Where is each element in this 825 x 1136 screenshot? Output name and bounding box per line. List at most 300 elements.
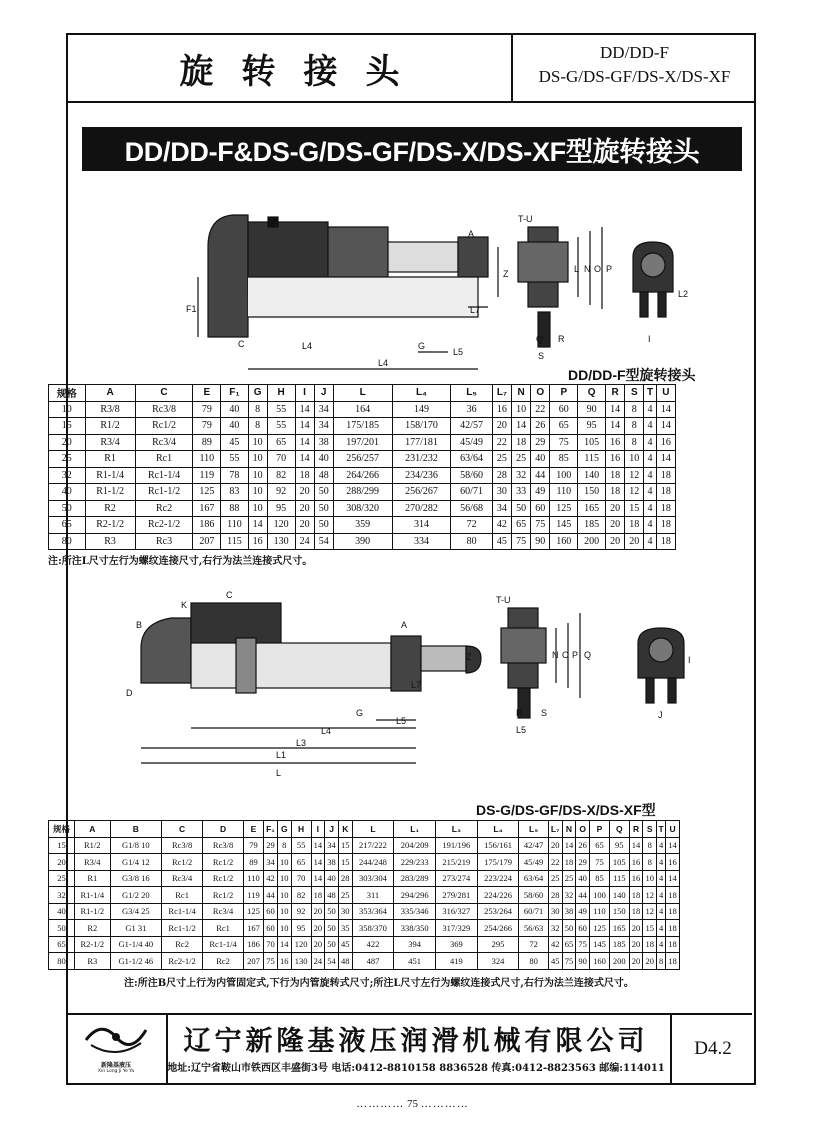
dd-table-cell: 20 <box>606 517 625 534</box>
dd-table-body <box>49 401 676 550</box>
ds-table-cell: 100 <box>590 887 610 904</box>
ds-table-cell: 48 <box>325 887 339 904</box>
dd-table-cell: 177/181 <box>392 434 451 451</box>
dd-table-cell: 60/71 <box>451 484 492 501</box>
dd-table-cell: 42 <box>492 517 511 534</box>
ds-dim-label-l5b: L5 <box>516 725 527 735</box>
dd-table-cell: 16 <box>606 451 625 468</box>
dd-table-cell: 40 <box>221 401 248 418</box>
ds-table-cell: 4 <box>657 854 666 871</box>
dd-table-cell: 18 <box>606 467 625 484</box>
ds-table-cell: Rc3/4 <box>162 870 203 887</box>
ds-table-header-cell: D <box>203 821 244 838</box>
dd-table-header-cell: O <box>531 385 550 402</box>
ds-table-cell: 217/222 <box>352 837 394 854</box>
dd-table-cell: 40 <box>221 418 248 435</box>
dd-table-header-cell: I <box>295 385 314 402</box>
dd-table-cell: 92 <box>267 484 295 501</box>
ds-table-cell: 253/264 <box>477 903 519 920</box>
ds-table-cell: 273/274 <box>435 870 477 887</box>
dim-label-o: N <box>584 264 591 274</box>
dd-table-cell: 207 <box>193 533 221 550</box>
ds-table-cell: 70 <box>263 936 277 953</box>
ds-table-cell: 4 <box>657 903 666 920</box>
dd-table-header-cell: P <box>550 385 578 402</box>
dd-table-header-row <box>49 385 676 402</box>
ds-table-cell: 20 <box>49 854 75 871</box>
ds-table-cell: 25 <box>562 870 576 887</box>
dd-table-cell: 40 <box>49 484 86 501</box>
ds-table-cell: 50 <box>49 920 75 937</box>
dd-table-cell: Rc3/8 <box>135 401 193 418</box>
ds-table-cell: Rc2 <box>162 936 203 953</box>
dd-table-cell: 36 <box>451 401 492 418</box>
ds-table-cell: G1/8 10 <box>110 837 162 854</box>
ds-table-cell: 30 <box>548 903 562 920</box>
dd-table-cell: 75 <box>550 434 578 451</box>
ds-table-row <box>49 837 680 854</box>
dd-table-cell: 125 <box>550 500 578 517</box>
ds-table-cell: 14 <box>311 854 325 871</box>
ds-table-cell: 22 <box>548 854 562 871</box>
ds-table-cell: 63/64 <box>519 870 548 887</box>
dd-table-cell: 18 <box>656 517 675 534</box>
dd-spec-table <box>48 384 676 550</box>
ds-table-header-cell: A <box>75 821 111 838</box>
ds-table-cell: 145 <box>590 936 610 953</box>
dd-table-cell: 164 <box>333 401 392 418</box>
dd-table-header-cell: H <box>267 385 295 402</box>
dim-label-l2: S <box>538 351 545 361</box>
dim-label-l7: L7 <box>470 305 481 315</box>
dim-label-a: A <box>468 229 475 239</box>
ds-table-header-cell: U <box>666 821 680 838</box>
dd-table-cell: 115 <box>578 451 606 468</box>
ds-table-cell: 60 <box>576 920 590 937</box>
dd-table-header-cell: N <box>512 385 531 402</box>
ds-dim-label-r: R <box>516 708 523 718</box>
ds-table-header-cell: S <box>643 821 657 838</box>
ds-table-row <box>49 936 680 953</box>
dd-table-cell: Rc2-1/2 <box>135 517 193 534</box>
dd-joint-drawing <box>178 187 738 372</box>
dd-table-cell: 54 <box>314 533 333 550</box>
dim-label-tu: T-U <box>518 214 533 224</box>
ds-joint-drawing <box>116 588 726 788</box>
ds-table-cell: 18 <box>629 903 643 920</box>
ds-table-cell: Rc1/2 <box>162 854 203 871</box>
ds-table-cell: 49 <box>576 903 590 920</box>
dd-table-cell: 8 <box>625 401 644 418</box>
dd-table-cell: Rc1-1/4 <box>135 467 193 484</box>
dd-table-cell: 24 <box>295 533 314 550</box>
ds-dim-label-j: J <box>658 710 663 720</box>
dd-table-cell: Rc1-1/2 <box>135 484 193 501</box>
dd-table-cell: 14 <box>295 401 314 418</box>
ds-dim-label-g: G <box>356 708 364 718</box>
ds-table-cell: Rc3/8 <box>162 837 203 854</box>
ds-table-row <box>49 903 680 920</box>
dd-table-row <box>49 467 676 484</box>
ds-table-header-cell: G <box>277 821 291 838</box>
ds-table-cell: 16 <box>629 854 643 871</box>
dd-table-cell: 12 <box>625 467 644 484</box>
ds-table-cell: G1-1/4 40 <box>110 936 162 953</box>
dd-table-cell: 70 <box>267 451 295 468</box>
ds-table-cell: 120 <box>291 936 311 953</box>
dd-table-cell: 18 <box>656 484 675 501</box>
ds-table-cell: 75 <box>590 854 610 871</box>
dd-table-header-cell: L₇ <box>492 385 511 402</box>
ds-table-cell: 25 <box>548 870 562 887</box>
ds-table-row <box>49 953 680 970</box>
ds-table-cell: 18 <box>666 887 680 904</box>
dd-table-cell: 4 <box>644 451 656 468</box>
ds-table-cell: 165 <box>609 920 629 937</box>
ds-table-cell: 14 <box>666 837 680 854</box>
ds-table-cell: 10 <box>277 887 291 904</box>
ds-table-cell: 65 <box>590 837 610 854</box>
ds-table-cell: 200 <box>609 953 629 970</box>
dd-table-cell: 65 <box>550 418 578 435</box>
dd-table-header-cell: R <box>606 385 625 402</box>
dd-table-cell: 264/266 <box>333 467 392 484</box>
dd-table-cell: 10 <box>248 484 267 501</box>
ds-table-cell: 125 <box>244 903 264 920</box>
dd-table-cell: 34 <box>492 500 511 517</box>
dd-table-cell: 10 <box>248 451 267 468</box>
ds-table-cell: 110 <box>590 903 610 920</box>
ds-table-cell: R3/4 <box>75 854 111 871</box>
dd-table-cell: 12 <box>625 484 644 501</box>
ds-table-cell: 294/296 <box>394 887 436 904</box>
ds-dim-label-p: P <box>572 650 579 660</box>
ds-table-cell: 20 <box>643 953 657 970</box>
ds-table-cell: R1/2 <box>75 837 111 854</box>
ds-table-cell: 156/161 <box>477 837 519 854</box>
ds-table-header-cell: F₁ <box>263 821 277 838</box>
ds-table-cell: 20 <box>548 837 562 854</box>
ds-table-cell: 16 <box>629 870 643 887</box>
ds-table-cell: 25 <box>49 870 75 887</box>
dd-table-cell: 55 <box>221 451 248 468</box>
dd-table-cell: 32 <box>49 467 86 484</box>
dd-table-cell: 175/185 <box>333 418 392 435</box>
ds-table-cell: R2 <box>75 920 111 937</box>
dd-table-cell: 38 <box>314 434 333 451</box>
dd-table-cell: 55 <box>267 401 295 418</box>
dd-table-cell: 4 <box>644 533 656 550</box>
dd-table-cell: 50 <box>314 500 333 517</box>
dd-table-cell: 359 <box>333 517 392 534</box>
dd-table-cell: 234/236 <box>392 467 451 484</box>
dim-label-p: O <box>594 264 602 274</box>
ds-table-header-cell: H <box>291 821 311 838</box>
ds-table-cell: 18 <box>666 903 680 920</box>
ds-table-cell: 125 <box>590 920 610 937</box>
dd-table-cell: 40 <box>314 451 333 468</box>
ds-table-header-cell: K <box>338 821 352 838</box>
ds-table-cell: 224/226 <box>477 887 519 904</box>
dd-table-cell: 95 <box>578 418 606 435</box>
dd-table-cell: 65 <box>49 517 86 534</box>
ds-table-cell: 186 <box>244 936 264 953</box>
dd-table-cell: 18 <box>625 517 644 534</box>
ds-table-cell: 65 <box>562 936 576 953</box>
ds-table-header-cell: J <box>325 821 339 838</box>
dd-table-cell: 160 <box>550 533 578 550</box>
dd-table-cell: 33 <box>512 484 531 501</box>
ds-table-cell: 10 <box>277 903 291 920</box>
ds-table-cell: 95 <box>609 837 629 854</box>
ds-table-header-row <box>49 821 680 838</box>
dd-table-cell: 8 <box>625 418 644 435</box>
ds-table-cell: 10 <box>277 854 291 871</box>
ds-dim-label-l1: L1 <box>276 750 287 760</box>
dd-table-cell: 334 <box>392 533 451 550</box>
dim-label-l5: L5 <box>453 347 464 357</box>
ds-table-cell: 295 <box>477 936 519 953</box>
ds-table-cell: 20 <box>311 903 325 920</box>
dd-table-row <box>49 533 676 550</box>
ds-dim-label-c: C <box>226 590 233 600</box>
ds-table-cell: 167 <box>244 920 264 937</box>
dd-table-header-cell: L₄ <box>392 385 451 402</box>
dd-table-cell: 45/49 <box>451 434 492 451</box>
ds-table-cell: 75 <box>263 953 277 970</box>
dd-table-cell: 60 <box>531 500 550 517</box>
ds-table-cell: Rc2-1/2 <box>162 953 203 970</box>
dd-table-cell: 197/201 <box>333 434 392 451</box>
ds-table-cell: 60 <box>263 920 277 937</box>
dd-table-cell: 25 <box>512 451 531 468</box>
ds-table-cell: 316/327 <box>435 903 477 920</box>
dd-table-cell: 130 <box>267 533 295 550</box>
dd-table-cell: 30 <box>492 484 511 501</box>
dd-table-cell: 105 <box>578 434 606 451</box>
ds-table-cell: 419 <box>435 953 477 970</box>
header-model-list <box>515 41 754 89</box>
ds-table-header-cell: L₁ <box>394 821 436 838</box>
ds-table-header-cell: I <box>311 821 325 838</box>
dd-table-cell: R1/2 <box>85 418 135 435</box>
ds-table-cell: 29 <box>263 837 277 854</box>
ds-table-cell: 16 <box>277 953 291 970</box>
dd-table-cell: 8 <box>248 401 267 418</box>
ds-table-cell: 207 <box>244 953 264 970</box>
ds-table-cell: Rc1-1/2 <box>162 920 203 937</box>
dd-table-row <box>49 484 676 501</box>
ds-dim-label-i: I <box>688 655 691 665</box>
dd-table-cell: R2 <box>85 500 135 517</box>
ds-table-header-cell: O <box>576 821 590 838</box>
ds-table-cell: 26 <box>576 837 590 854</box>
ds-spec-table <box>48 820 680 970</box>
dd-table-cell: 14 <box>656 451 675 468</box>
dd-table-cell: 16 <box>606 434 625 451</box>
dd-table-cell: 22 <box>531 401 550 418</box>
ds-table-cell: Rc1-1/4 <box>162 903 203 920</box>
ds-dim-label-d: D <box>126 688 133 698</box>
dd-table-cell: 4 <box>644 418 656 435</box>
dim-label-r: Q <box>536 334 544 344</box>
ds-table-cell: 54 <box>325 953 339 970</box>
company-name: 辽宁新隆基液压润滑机械有限公司 <box>183 1026 649 1057</box>
dd-table-cell: 18 <box>606 484 625 501</box>
ds-table-cell: 324 <box>477 953 519 970</box>
ds-table-cell: 150 <box>609 903 629 920</box>
ds-table-cell: Rc1-1/4 <box>203 936 244 953</box>
dd-table-cell: 25 <box>49 451 86 468</box>
dd-table-cell: 25 <box>492 451 511 468</box>
dd-table-cell: 14 <box>512 418 531 435</box>
dd-table-cell: 14 <box>248 517 267 534</box>
ds-table-cell: 4 <box>657 887 666 904</box>
ds-table-cell: 45 <box>338 936 352 953</box>
dd-table-cell: 20 <box>606 500 625 517</box>
ds-table-cell: 160 <box>590 953 610 970</box>
dd-table-cell: 20 <box>49 434 86 451</box>
ds-dim-label-z: Z <box>466 652 472 662</box>
ds-table-cell: 244/248 <box>352 854 394 871</box>
dd-table-cell: 308/320 <box>333 500 392 517</box>
ds-table-cell: 75 <box>562 953 576 970</box>
dd-table-cell: 390 <box>333 533 392 550</box>
ds-table-cell: 40 <box>576 870 590 887</box>
dd-table-cell: 165 <box>578 500 606 517</box>
dd-table-cell: 120 <box>267 517 295 534</box>
ds-table-cell: 34 <box>325 837 339 854</box>
dd-table-cell: 28 <box>492 467 511 484</box>
dd-table-row <box>49 517 676 534</box>
dd-table-cell: 18 <box>512 434 531 451</box>
ds-table-cell: 115 <box>609 870 629 887</box>
ds-table-header-cell: E <box>244 821 264 838</box>
ds-table-cell: 50 <box>325 920 339 937</box>
ds-table-header-cell: L₅ <box>519 821 548 838</box>
ds-dim-label-l5: L5 <box>396 716 407 726</box>
dim-label-l4: L4 <box>378 358 389 368</box>
ds-table-cell: 32 <box>49 887 75 904</box>
ds-table-cell: Rc3/4 <box>203 903 244 920</box>
ds-table-cell: 80 <box>49 953 75 970</box>
ds-table-cell: 422 <box>352 936 394 953</box>
dd-table-header-cell: E <box>193 385 221 402</box>
dd-table-cell: 45 <box>492 533 511 550</box>
ds-table-cell: 4 <box>657 920 666 937</box>
ds-table-cell: 15 <box>338 837 352 854</box>
ds-table-cell: 338/350 <box>394 920 436 937</box>
dd-table-cell: 80 <box>451 533 492 550</box>
ds-table-cell: 105 <box>609 854 629 871</box>
ds-table-cell: 14 <box>666 870 680 887</box>
ds-table-cell: G1/2 20 <box>110 887 162 904</box>
dim-label-f1: F1 <box>186 304 197 314</box>
ds-table-header-cell: L₃ <box>435 821 477 838</box>
ds-table-cell: 20 <box>311 936 325 953</box>
ds-table-cell: 75 <box>576 936 590 953</box>
dd-table-cell: 4 <box>644 434 656 451</box>
dd-table-cell: 60 <box>550 401 578 418</box>
ds-table-cell: 92 <box>291 903 311 920</box>
dd-table-cell: 150 <box>578 484 606 501</box>
ds-table-cell: R1-1/2 <box>75 903 111 920</box>
product-banner: DD/DD-F&DS-G/DS-GF/DS-X/DS-XF型旋转接头 <box>82 127 742 171</box>
ds-table-cell: 18 <box>666 936 680 953</box>
dd-table-cell: 15 <box>625 500 644 517</box>
ds-table-header-cell: L₄ <box>477 821 519 838</box>
dd-table-cell: Rc3 <box>135 533 193 550</box>
dd-table-cell: 110 <box>193 451 221 468</box>
dd-table-cell: 18 <box>656 533 675 550</box>
ds-table-cell: 42/47 <box>519 837 548 854</box>
ds-table-cell: 55 <box>291 837 311 854</box>
ds-table-cell: 4 <box>657 870 666 887</box>
ds-table-cell: 20 <box>629 936 643 953</box>
dd-table-row <box>49 434 676 451</box>
dd-table-cell: 65 <box>267 434 295 451</box>
dd-table-row <box>49 500 676 517</box>
ds-table-cell: 185 <box>609 936 629 953</box>
ds-table-row <box>49 920 680 937</box>
ds-dim-label-b: B <box>136 620 143 630</box>
dd-table-cell: 186 <box>193 517 221 534</box>
dd-table-cell: 56/68 <box>451 500 492 517</box>
ds-table-cell: 15 <box>643 920 657 937</box>
dd-table-cell: 10 <box>49 401 86 418</box>
dd-overall-length-label <box>300 338 320 352</box>
ds-table-cell: 32 <box>548 920 562 937</box>
ds-dim-label-s: S <box>541 708 548 718</box>
ds-table-header-cell: C <box>162 821 203 838</box>
dd-table-cell: R1-1/2 <box>85 484 135 501</box>
ds-table-cell: 283/289 <box>394 870 436 887</box>
dd-table-cell: 72 <box>451 517 492 534</box>
ds-table-cell: 394 <box>394 936 436 953</box>
dd-table-cell: 16 <box>656 434 675 451</box>
dd-table-cell: 32 <box>512 467 531 484</box>
company-address: 地址:辽宁省鞍山市铁西区丰盛街3号 电话:0412-8810158 8836528 传真:0412-8823563 邮编:114011 <box>167 1063 665 1074</box>
dd-table-cell: 4 <box>644 484 656 501</box>
dim-label-j: I <box>648 334 651 344</box>
svg-text:L4: L4 <box>302 341 313 351</box>
ds-table-cell: R2-1/2 <box>75 936 111 953</box>
ds-table-cell: 317/329 <box>435 920 477 937</box>
dd-table-cell: 18 <box>656 500 675 517</box>
ds-table-cell: 175/179 <box>477 854 519 871</box>
logo-text: 新隆基液压 <box>100 1062 131 1069</box>
ds-table-cell: 8 <box>657 953 666 970</box>
dd-table-cell: 8 <box>625 434 644 451</box>
dd-table-cell: 185 <box>578 517 606 534</box>
ds-table-cell: 4 <box>657 837 666 854</box>
dd-table-cell: 49 <box>531 484 550 501</box>
dd-table-header-cell: U <box>656 385 675 402</box>
ds-table-cell: R3 <box>75 953 111 970</box>
ds-table-cell: 18 <box>311 887 325 904</box>
dim-label-c: C <box>238 339 245 349</box>
ds-table-cell: 40 <box>325 870 339 887</box>
dd-table-cell: 45 <box>221 434 248 451</box>
dd-table-cell: 83 <box>221 484 248 501</box>
ds-table-cell: 50 <box>325 903 339 920</box>
dd-table-cell: 14 <box>606 401 625 418</box>
ds-table-cell: 32 <box>562 887 576 904</box>
ds-table-cell: G3/8 16 <box>110 870 162 887</box>
ds-table-header-cell: P <box>590 821 610 838</box>
dd-table-cell: Rc1/2 <box>135 418 193 435</box>
dd-table-cell: Rc3/4 <box>135 434 193 451</box>
